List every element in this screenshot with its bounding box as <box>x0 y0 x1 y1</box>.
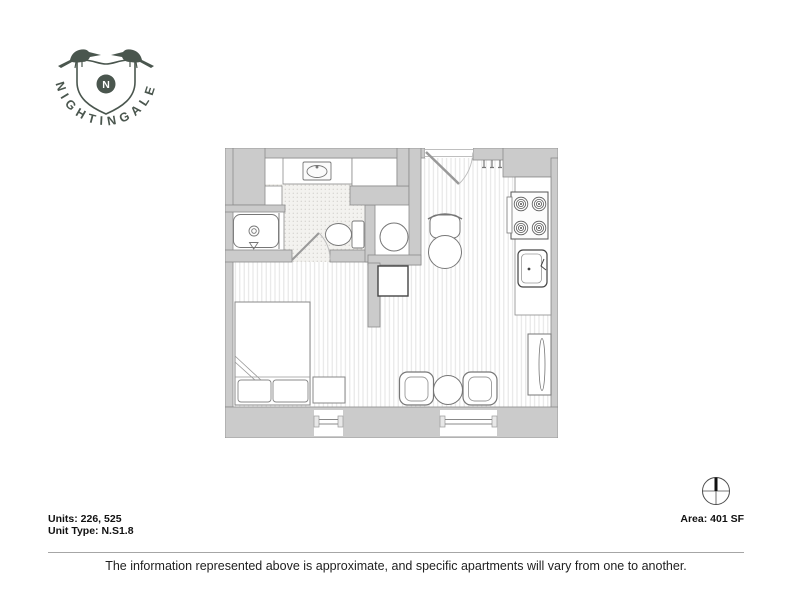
desk-chair-icon <box>428 214 462 269</box>
compass-icon <box>699 474 733 508</box>
cafe-table-icon <box>380 223 408 251</box>
vanity-sink-icon <box>303 162 331 180</box>
bird-icon <box>111 49 154 68</box>
bathroom-door-threshold <box>292 250 330 262</box>
monogram-letter: N <box>102 79 110 91</box>
kitchen-sink-icon <box>518 250 547 287</box>
lounge-chair-icon <box>400 372 434 405</box>
round-table-icon <box>434 376 463 405</box>
unit-info <box>48 513 134 537</box>
bed-icon <box>235 302 310 405</box>
console-icon <box>528 334 551 395</box>
toilet-icon <box>326 221 365 248</box>
niche-shelf <box>263 186 282 206</box>
disclaimer-text: The information represented above is approximate, and specific apartments will vary from one to another. <box>105 559 687 573</box>
window-icon <box>314 410 343 436</box>
closet <box>352 158 397 186</box>
floor-plan <box>225 148 558 438</box>
square-table-icon <box>378 266 408 296</box>
nightingale-logo <box>30 46 182 134</box>
tub-room <box>231 211 284 251</box>
brand-name: NIGHTINGALE <box>52 79 160 129</box>
bench-icon <box>313 377 345 403</box>
range-burners-icon <box>507 192 548 239</box>
pillow-icon <box>273 380 308 402</box>
pillow-icon <box>238 380 271 402</box>
units-line: Units: 226, 525 <box>48 513 122 525</box>
unit-type-line: Unit Type: N.S1.8 <box>48 525 134 537</box>
bird-icon <box>58 49 101 68</box>
window-icon <box>440 410 497 436</box>
lounge-chair-icon <box>463 372 497 405</box>
footer-divider <box>48 552 744 553</box>
area-label: Area: 401 SF <box>680 513 744 525</box>
